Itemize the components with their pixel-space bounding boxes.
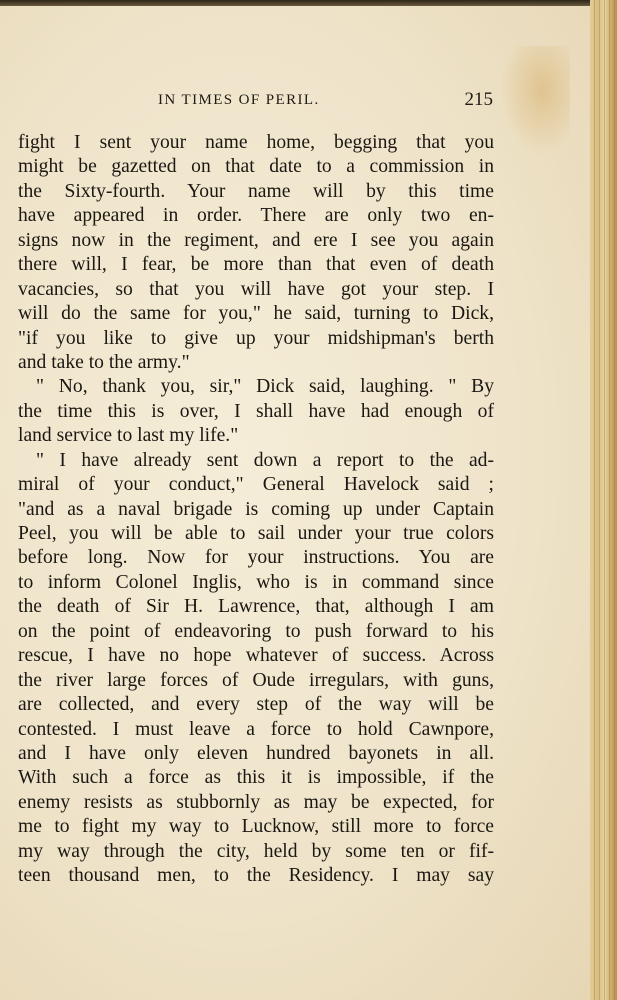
- text-line: contested. I must leave a force to hold Cawnpore,: [18, 718, 494, 740]
- page-header: [40, 89, 495, 112]
- text-line: teen thousand men, to the Residency. I may say: [18, 865, 494, 887]
- text-line: my way through the city, held by some ten or fif-: [18, 840, 494, 862]
- text-line: there will, I fear, be more than that even of death: [18, 254, 494, 276]
- text-line: Peel, you will be able to sail under your true colors: [18, 523, 494, 544]
- text-line: and I have only eleven hundred bayonets in all.: [18, 742, 494, 764]
- text-line: the Sixty-fourth. Your name will by this time: [18, 180, 494, 202]
- text-line: vacancies, so that you will have got your step. I: [18, 278, 494, 300]
- text-line: to inform Colonel Inglis, who is in command since: [18, 571, 494, 593]
- text-line: have appeared in order. There are only two en-: [18, 205, 494, 227]
- edge-line: [599, 0, 600, 1000]
- text-line: me to fight my way to Lucknow, still more to force: [18, 816, 494, 838]
- text-line: enemy resists as stubbornly as may be expected, for: [18, 791, 494, 813]
- edge-line: [609, 0, 610, 1000]
- text-line: might be gazetted on that date to a commission in: [18, 156, 494, 178]
- text-line: "if you like to give up your midshipman's berth: [18, 327, 494, 349]
- edge-line: [604, 0, 605, 1000]
- page-number: 215: [464, 89, 493, 110]
- text-line: are collected, and every step of the way will be: [18, 694, 494, 716]
- text-line: the death of Sir H. Lawrence, that, although I am: [18, 596, 494, 618]
- page-fore-edge: [590, 0, 617, 1000]
- text-line: rescue, I have no hope whatever of success. Across: [18, 645, 494, 667]
- text-line: the river large forces of Oude irregulars, with guns,: [18, 669, 494, 691]
- text-line: signs now in the regiment, and ere I see you again: [18, 229, 494, 251]
- text-line: With such a force as this it is impossible, if the: [18, 767, 494, 789]
- edge-line: [594, 0, 595, 1000]
- page-stain: [500, 46, 570, 156]
- text-line: before long. Now for your instructions. You are: [18, 547, 494, 569]
- text-line: on the point of endeavoring to push forward to his: [18, 620, 494, 642]
- text-line: " I have already sent down a report to the ad-: [36, 449, 494, 471]
- text-line: miral of your conduct," General Havelock said ;: [18, 474, 494, 496]
- text-line: fight I sent your name home, begging that you: [18, 132, 494, 153]
- body-text: [18, 131, 494, 889]
- text-line: "and as a naval brigade is coming up under Captain: [18, 498, 494, 520]
- edge-line: [614, 0, 615, 1000]
- text-line: " No, thank you, sir," Dick said, laughing. " By: [36, 376, 494, 398]
- text-line: will do the same for you," he said, turning to Dick,: [18, 303, 494, 325]
- running-title: IN TIMES OF PERIL.: [158, 92, 320, 108]
- book-page: [0, 6, 590, 1000]
- text-line: the time this is over, I shall have had enough of: [18, 400, 494, 422]
- text-line: land service to last my life.": [18, 425, 239, 447]
- text-line: and take to the army.": [18, 351, 190, 373]
